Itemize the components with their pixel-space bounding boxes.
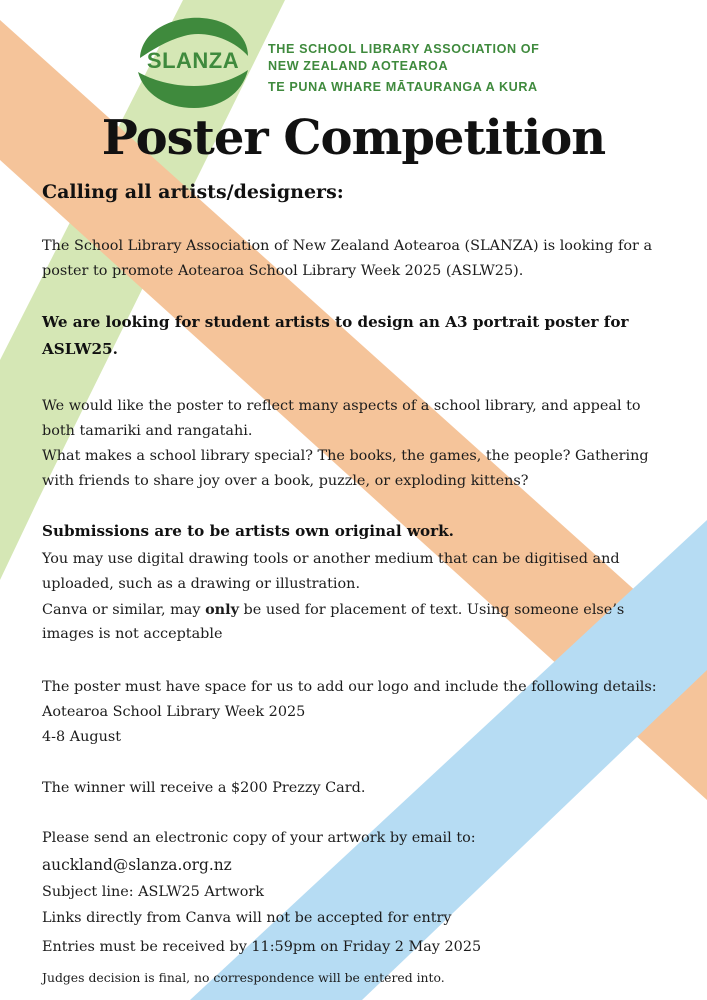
page-title: Poster Competition (101, 110, 606, 166)
canva-line-2: images is not acceptable (42, 626, 223, 642)
canva-line-1 (42, 597, 624, 623)
looking-line-1: We are looking for student artists to design an A3 portrait poster for (42, 313, 629, 331)
details-line-1: The poster must have space for us to add our logo and include the following details: (42, 679, 657, 695)
canva-text-pre: Canva or similar, may (42, 602, 206, 618)
submissions-heading: Submissions are to be artists own original work. (42, 522, 454, 540)
reflect-line-1: We would like the poster to reflect many aspects of a school library, and appeal to (42, 398, 641, 414)
reflect-line-2: both tamariki and rangatahi. (42, 423, 253, 439)
prize-text: The winner will receive a $200 Prezzy Card. (42, 780, 366, 796)
deadline-text: Entries must be received by 11:59pm on Friday 2 May 2025 (42, 939, 482, 955)
canva-links-notice: Links directly from Canva will not be accepted for entry (42, 910, 452, 926)
submissions-line-1: You may use digital drawing tools or another medium that can be digitised and (42, 551, 620, 567)
slanza-logo (132, 14, 254, 110)
details-line-3: 4-8 August (42, 729, 122, 745)
callout-heading: Calling all artists/designers: (42, 181, 344, 203)
org-name-maori: TE PUNA WHARE MĀTAURANGA A KURA (268, 80, 538, 94)
reflect-line-3: What makes a school library special? The books, the games, the people? Gathering (42, 448, 649, 464)
email-address[interactable]: auckland@slanza.org.nz (42, 856, 232, 874)
details-line-2: Aotearoa School Library Week 2025 (42, 704, 306, 720)
intro-line-2: poster to promote Aotearoa School Library Week 2025 (ASLW25). (42, 263, 524, 279)
reflect-line-4: with friends to share joy over a book, puzzle, or exploding kittens? (42, 473, 529, 489)
send-instruction: Please send an electronic copy of your artwork by email to: (42, 830, 476, 846)
intro-line-1: The School Library Association of New Zealand Aotearoa (SLANZA) is looking for a (42, 238, 653, 254)
org-name-line-2: NEW ZEALAND AOTEAROA (268, 59, 449, 73)
canva-text-bold: only (205, 601, 239, 618)
logo-wordmark: SLANZA (146, 48, 240, 73)
subject-line: Subject line: ASLW25 Artwork (42, 884, 265, 900)
logo-bottom-swoosh (138, 70, 248, 108)
org-name-line-1: THE SCHOOL LIBRARY ASSOCIATION OF (268, 42, 540, 56)
canva-text-post: be used for placement of text. Using someone else’s (238, 602, 625, 618)
looking-line-2: ASLW25. (42, 340, 118, 358)
submissions-line-2: uploaded, such as a drawing or illustration. (42, 576, 361, 592)
footer-note: Judges decision is final, no correspondence will be entered into. (42, 970, 445, 985)
